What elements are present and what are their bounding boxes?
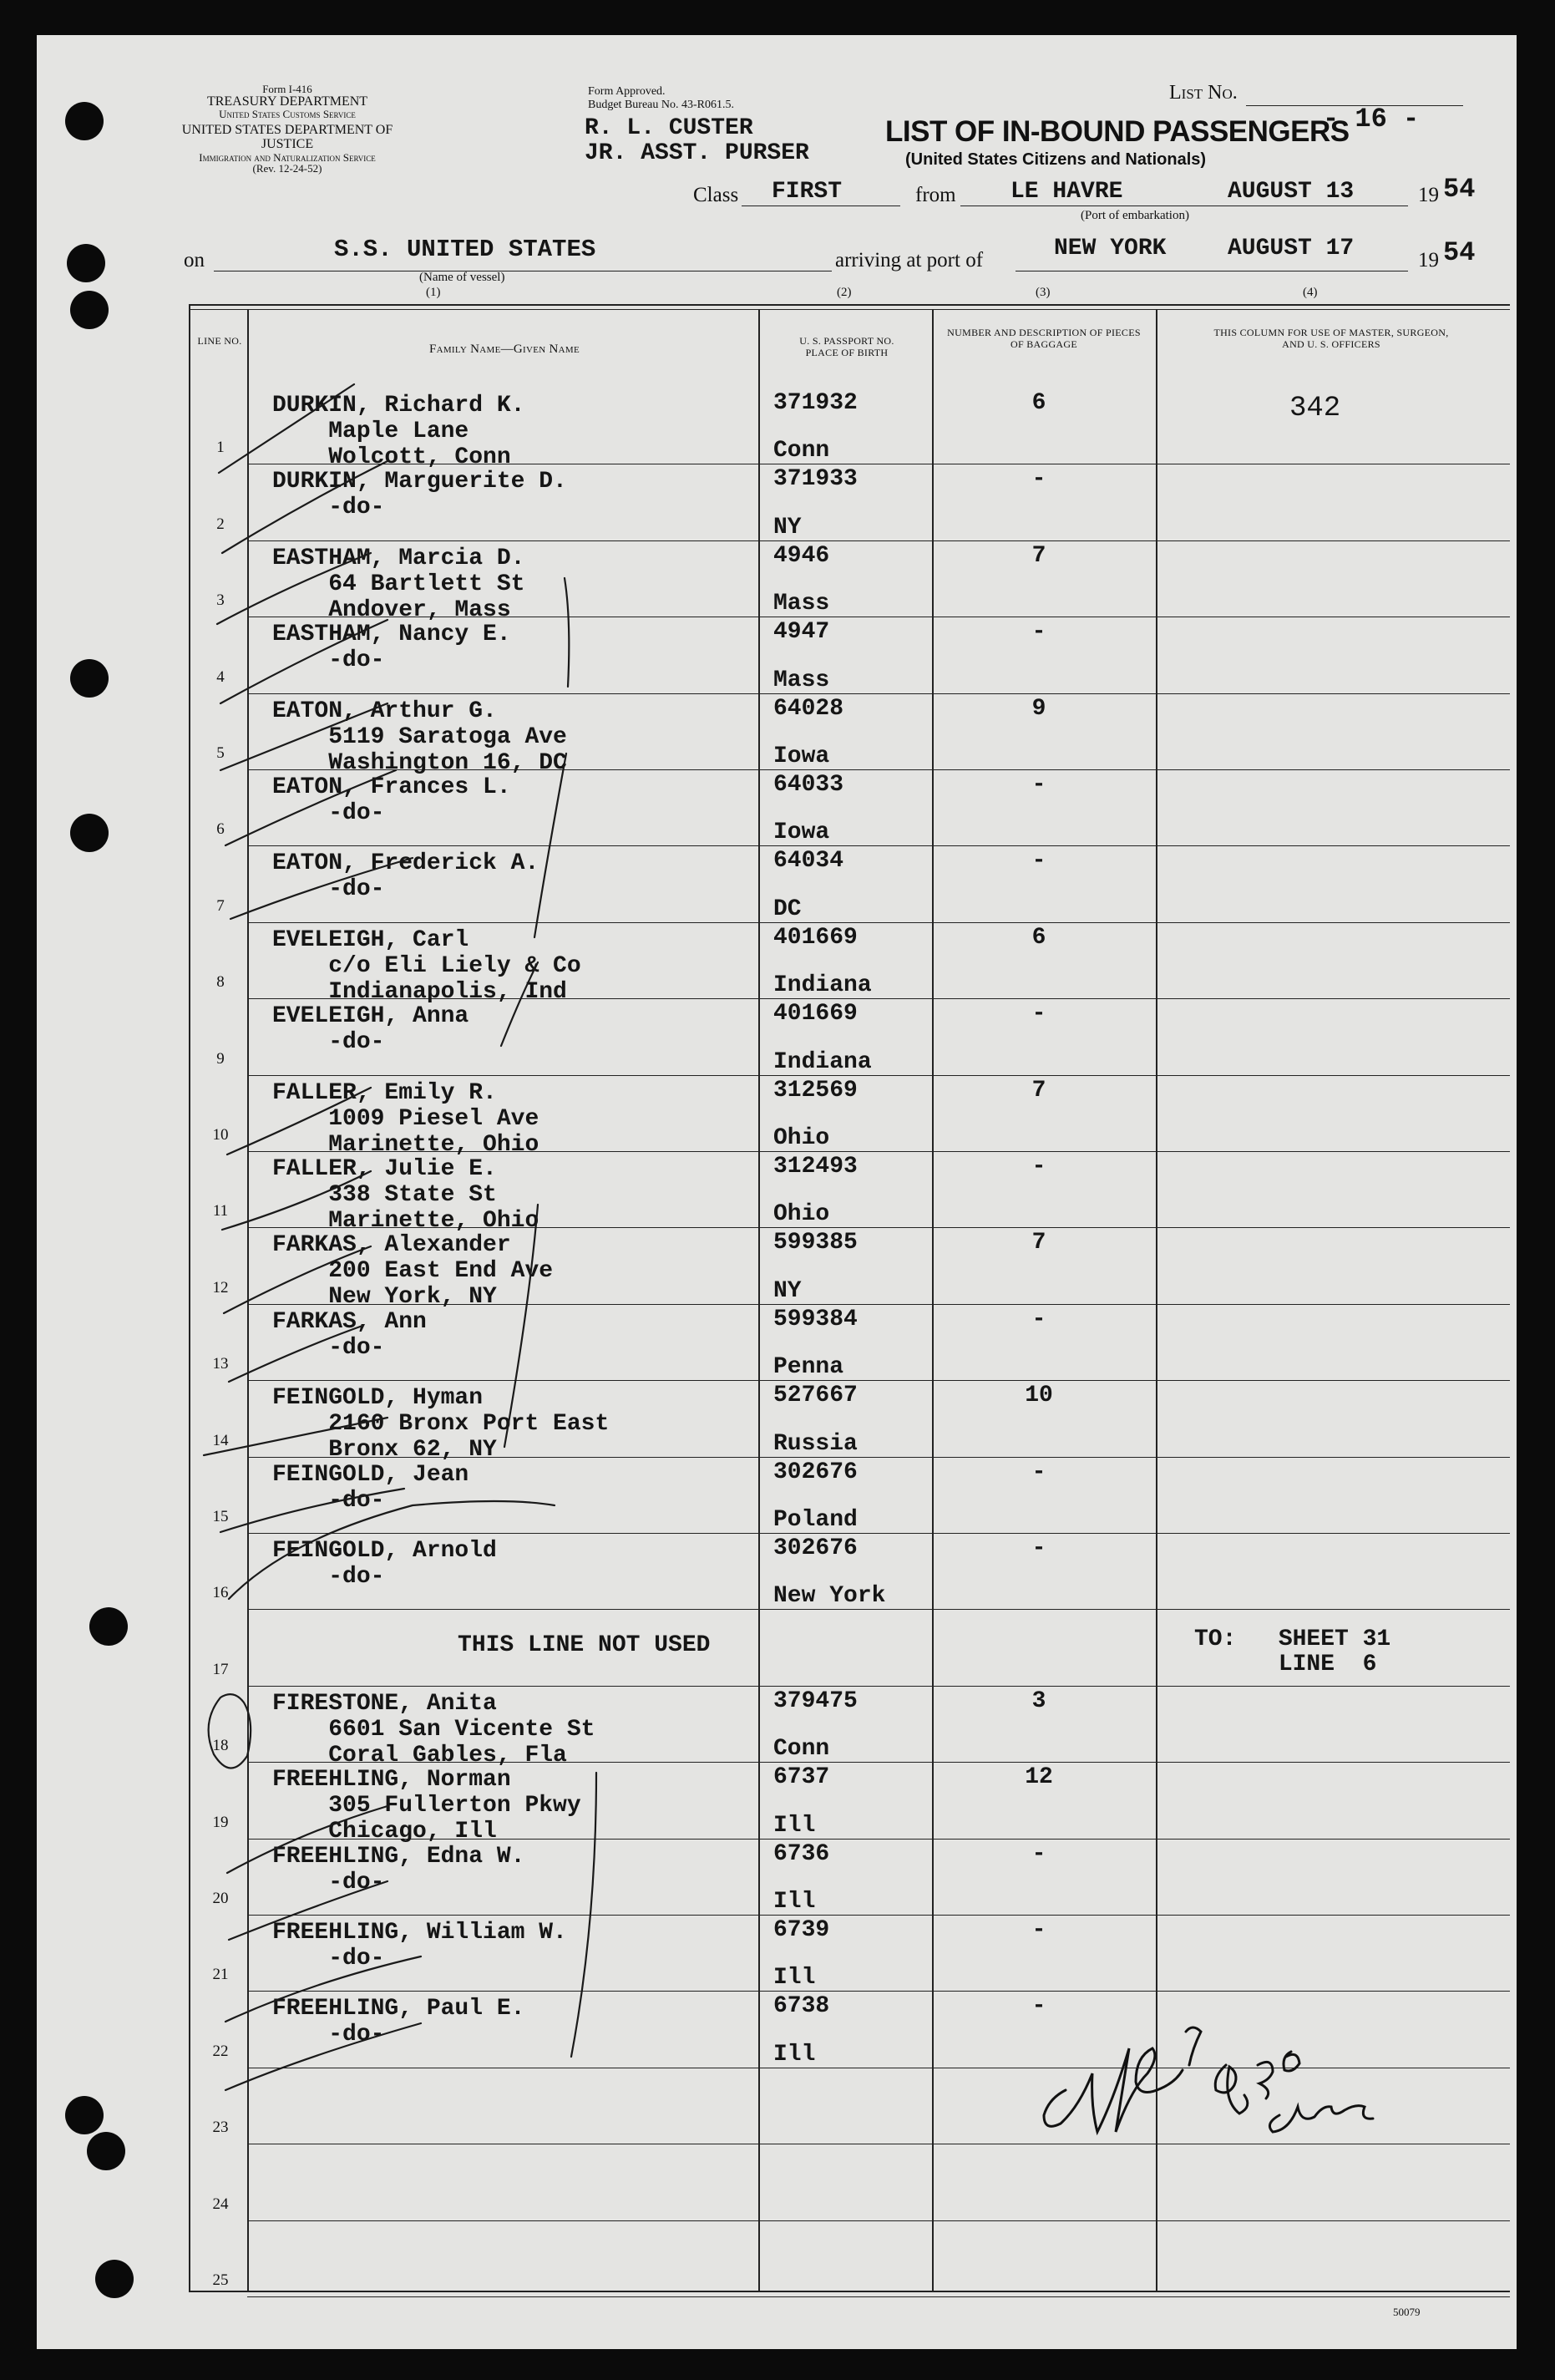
list-number: - 16 -	[1323, 104, 1420, 134]
passenger-name: FIRESTONE, Anita 6601 San Vicente St Coral Gables, Fla	[272, 1691, 595, 1769]
check-mark-row-4	[220, 620, 387, 703]
place-of-birth: Russia	[773, 1431, 858, 1457]
passport-number: 401669	[773, 1001, 858, 1027]
check-mark-row-22	[225, 2023, 421, 2090]
baggage-count: -	[1031, 848, 1046, 874]
passenger-name: EATON, Arthur G. 5119 Saratoga Ave Washington 16, DC	[272, 698, 567, 776]
bracket-stroke-4	[504, 1205, 538, 1447]
baggage-count: -	[1031, 1154, 1046, 1180]
line-number: 9	[216, 1050, 225, 1068]
line-number: 20	[212, 1890, 229, 1907]
line-number: 8	[216, 973, 225, 991]
check-mark-row-6	[225, 770, 396, 845]
bracket-stroke-5	[571, 1773, 596, 2057]
class-label: Class	[693, 184, 739, 206]
arrival-date: AUGUST 17	[1228, 236, 1355, 261]
place-of-birth: Ohio	[773, 1125, 830, 1151]
passenger-name: FALLER, Julie E. 338 State St Marinette, Ohio	[272, 1156, 539, 1234]
footer-code: 50079	[1393, 2306, 1421, 2318]
baggage-count: -	[1031, 1459, 1046, 1485]
baggage-count: -	[1031, 1841, 1046, 1867]
line-number: 4	[216, 668, 225, 686]
passenger-name: FALLER, Emily R. 1009 Piesel Ave Marinette, Ohio	[272, 1080, 539, 1158]
list-no-label: List No.	[1169, 82, 1238, 104]
vessel-caption: (Name of vessel)	[419, 271, 505, 284]
baggage-count: -	[1031, 619, 1046, 645]
line-number: 16	[212, 1584, 229, 1601]
purser-name: R. L. CUSTER	[585, 115, 753, 141]
line-number: 1	[216, 439, 225, 456]
place-of-birth: DC	[773, 896, 802, 922]
col-num-2: (2)	[837, 286, 852, 299]
passenger-name: THIS LINE NOT USED	[387, 1632, 711, 1658]
justice-department: UNITED STATES DEPARTMENT OF JUSTICE	[181, 123, 393, 151]
passport-number: 401669	[773, 925, 858, 951]
check-mark-row-2	[222, 461, 387, 553]
line-number: 24	[212, 2195, 229, 2213]
passport-number: 371932	[773, 390, 858, 416]
check-mark-row-20	[229, 1881, 387, 1940]
col-num-3: (3)	[1036, 286, 1051, 299]
class-value: FIRST	[772, 179, 843, 205]
check-mark-row-1	[219, 384, 354, 473]
passport-number: 64034	[773, 848, 844, 874]
place-of-birth: Ohio	[773, 1201, 830, 1227]
customs-service: United States Customs Service	[219, 108, 356, 121]
line-number: 14	[212, 1432, 229, 1449]
purser-title: JR. ASST. PURSER	[585, 140, 809, 166]
line-number: 25	[212, 2271, 229, 2289]
place-of-birth: Conn	[773, 438, 830, 464]
line-number: 21	[212, 1966, 229, 1983]
inspector-signature	[1044, 2027, 1373, 2132]
place-of-birth: Ill	[773, 2042, 816, 2068]
passenger-name: DURKIN, Richard K. Maple Lane Wolcott, Conn	[272, 393, 525, 470]
header-baggage: NUMBER AND DESCRIPTION OF PIECES OF BAGGAGE	[947, 327, 1141, 350]
bracket-stroke-2	[534, 754, 566, 937]
check-mark-row-10	[227, 1088, 371, 1154]
header-name: Family Name—Given Name	[428, 343, 580, 356]
check-mark-row-3	[217, 553, 371, 624]
baggage-count: -	[1031, 1307, 1046, 1332]
baggage-count: 6	[1031, 925, 1046, 951]
passport-number: 527667	[773, 1383, 858, 1408]
passenger-name: EVELEIGH, Anna -do-	[272, 1003, 469, 1055]
manifest-page	[37, 35, 1517, 2349]
baggage-count: 7	[1031, 543, 1046, 569]
passenger-name: FREEHLING, Paul E. -do-	[272, 1996, 525, 2048]
passport-number: 6739	[773, 1917, 830, 1943]
place-of-birth: Iowa	[773, 743, 830, 769]
line-number: 12	[212, 1279, 229, 1297]
line-number: 10	[212, 1126, 229, 1144]
passenger-name: FARKAS, Ann -do-	[272, 1309, 427, 1361]
place-of-birth: Mass	[773, 667, 830, 693]
passport-number: 599385	[773, 1230, 858, 1256]
line-number: 18	[212, 1737, 229, 1754]
baggage-count: 3	[1031, 1688, 1046, 1714]
passport-number: 4947	[773, 619, 830, 645]
place-of-birth: Mass	[773, 591, 830, 617]
port-of-embarkation: LE HAVRE	[1010, 179, 1123, 205]
col-num-1: (1)	[426, 286, 441, 299]
bracket-stroke-3	[501, 962, 538, 1046]
passport-number: 6738	[773, 1993, 830, 2019]
passport-number: 6736	[773, 1841, 830, 1867]
baggage-count: -	[1031, 1917, 1046, 1943]
baggage-count: -	[1031, 772, 1046, 798]
embark-year-suffix: 54	[1443, 174, 1476, 205]
place-of-birth: Indiana	[773, 972, 872, 998]
header-line-no: LINE NO.	[197, 335, 242, 347]
passenger-name: FEINGOLD, Hyman 2160 Bronx Port East Bronx 62, NY	[272, 1385, 610, 1463]
baggage-count: 7	[1031, 1230, 1046, 1256]
passport-number: 4946	[773, 543, 830, 569]
arrival-year-suffix: 54	[1443, 237, 1476, 268]
revision: (Rev. 12-24-52)	[252, 162, 322, 175]
officer-note-number: 342	[1289, 393, 1341, 424]
passport-number: 371933	[773, 466, 858, 492]
line-number: 22	[212, 2043, 229, 2060]
place-of-birth: Iowa	[773, 820, 830, 845]
embark-year-prefix: 19	[1418, 184, 1439, 206]
line-number: 13	[212, 1355, 229, 1373]
baggage-count: -	[1031, 466, 1046, 492]
ins-service: Immigration and Naturalization Service	[199, 150, 376, 164]
place-of-birth: New York	[773, 1583, 886, 1609]
baggage-count: 10	[1025, 1383, 1053, 1408]
check-mark-row-12	[224, 1246, 371, 1313]
place-of-birth: NY	[773, 515, 802, 540]
place-of-birth: Penna	[773, 1354, 844, 1380]
col-num-4: (4)	[1303, 286, 1318, 299]
passport-number: 302676	[773, 1535, 858, 1561]
check-mark-row-13	[229, 1326, 362, 1382]
passport-number: 64028	[773, 696, 844, 722]
on-label: on	[184, 249, 205, 271]
passport-number: 379475	[773, 1688, 858, 1714]
page-title: LIST OF IN-BOUND PASSENGERS	[885, 115, 1350, 148]
form-number: Form I-416	[262, 83, 312, 95]
line-number: 7	[216, 897, 225, 915]
place-of-birth: Ill	[773, 1889, 816, 1915]
baggage-count: 9	[1031, 696, 1046, 722]
arrival-year-prefix: 19	[1418, 249, 1439, 271]
check-mark-row-15	[220, 1489, 404, 1532]
embarkation-date: AUGUST 13	[1228, 179, 1355, 205]
check-mark-row-21	[225, 1956, 421, 2022]
form-approved: Form Approved.	[588, 85, 666, 98]
baggage-count: 7	[1031, 1078, 1046, 1104]
page-subtitle: (United States Citizens and Nationals)	[905, 150, 1207, 169]
row-17-circle	[209, 1694, 251, 1768]
handwritten-checkmarks	[37, 35, 1517, 2349]
check-mark-row-14	[204, 1418, 387, 1455]
place-of-birth: Ill	[773, 1965, 816, 1991]
line-number: 11	[212, 1202, 229, 1220]
line-number: 19	[212, 1814, 229, 1831]
passenger-name: EATON, Frederick A. -do-	[272, 850, 539, 902]
passport-number: 64033	[773, 772, 844, 798]
check-mark-row-7	[230, 858, 413, 919]
check-mark-row-11	[222, 1171, 371, 1230]
from-label: from	[915, 184, 956, 206]
vessel-name: S.S. UNITED STATES	[334, 236, 596, 263]
passport-number: 312493	[773, 1154, 858, 1180]
port-embark-caption: (Port of embarkation)	[1081, 209, 1189, 222]
passenger-name: DURKIN, Marguerite D. -do-	[272, 469, 567, 520]
passenger-name: FREEHLING, Norman 305 Fullerton Pkwy Chicago, Ill	[272, 1767, 581, 1845]
line-number: 5	[216, 744, 225, 762]
port-of-arrival: NEW YORK	[1054, 236, 1167, 261]
line-number: 3	[216, 591, 225, 609]
header-passport: U. S. PASSPORT NO. PLACE OF BIRTH	[799, 335, 894, 358]
passport-number: 599384	[773, 1307, 858, 1332]
place-of-birth: NY	[773, 1278, 802, 1304]
budget-bureau: Budget Bureau No. 43-R061.5.	[588, 99, 734, 111]
treasury-department: TREASURY DEPARTMENT	[206, 94, 368, 109]
place-of-birth: Conn	[773, 1736, 830, 1762]
baggage-count: 12	[1025, 1764, 1053, 1790]
passenger-name: EASTHAM, Marcia D. 64 Bartlett St Andover, Mass	[272, 546, 525, 623]
passenger-name: EASTHAM, Nancy E. -do-	[272, 622, 511, 673]
place-of-birth: Indiana	[773, 1049, 872, 1075]
passenger-name: EATON, Frances L. -do-	[272, 774, 511, 826]
bracket-stroke-1	[565, 578, 569, 687]
place-of-birth: Poland	[773, 1507, 858, 1533]
place-of-birth: Ill	[773, 1813, 816, 1839]
check-mark-row-19	[227, 1806, 387, 1873]
line-number: 23	[212, 2119, 229, 2136]
arriving-label: arriving at port of	[835, 249, 984, 271]
passenger-name: FREEHLING, William W. -do-	[272, 1920, 567, 1971]
passport-number: 312569	[773, 1078, 858, 1104]
check-mark-row-5	[220, 703, 387, 770]
passenger-name: FREEHLING, Edna W. -do-	[272, 1844, 525, 1895]
officer-note: TO: SHEET 31 LINE 6	[1194, 1626, 1391, 1677]
passenger-name: EVELEIGH, Carl c/o Eli Liely & Co Indianapolis, Ind	[272, 927, 581, 1005]
passport-number: 6737	[773, 1764, 830, 1790]
passenger-name: FEINGOLD, Arnold -do-	[272, 1538, 497, 1590]
baggage-count: -	[1031, 1993, 1046, 2019]
line-number: 6	[216, 820, 225, 838]
line-number: 2	[216, 515, 225, 533]
passport-number: 302676	[773, 1459, 858, 1485]
passenger-name: FEINGOLD, Jean -do-	[272, 1462, 469, 1514]
passenger-name: FARKAS, Alexander 200 East End Ave New York, NY	[272, 1232, 554, 1310]
line-number: 17	[212, 1661, 229, 1678]
header-officers: THIS COLUMN FOR USE OF MASTER, SURGEON, AND U. S. OFFICERS	[1213, 327, 1449, 350]
baggage-count: -	[1031, 1535, 1046, 1561]
baggage-count: 6	[1031, 390, 1046, 416]
line-number: 15	[212, 1508, 229, 1525]
baggage-count: -	[1031, 1001, 1046, 1027]
